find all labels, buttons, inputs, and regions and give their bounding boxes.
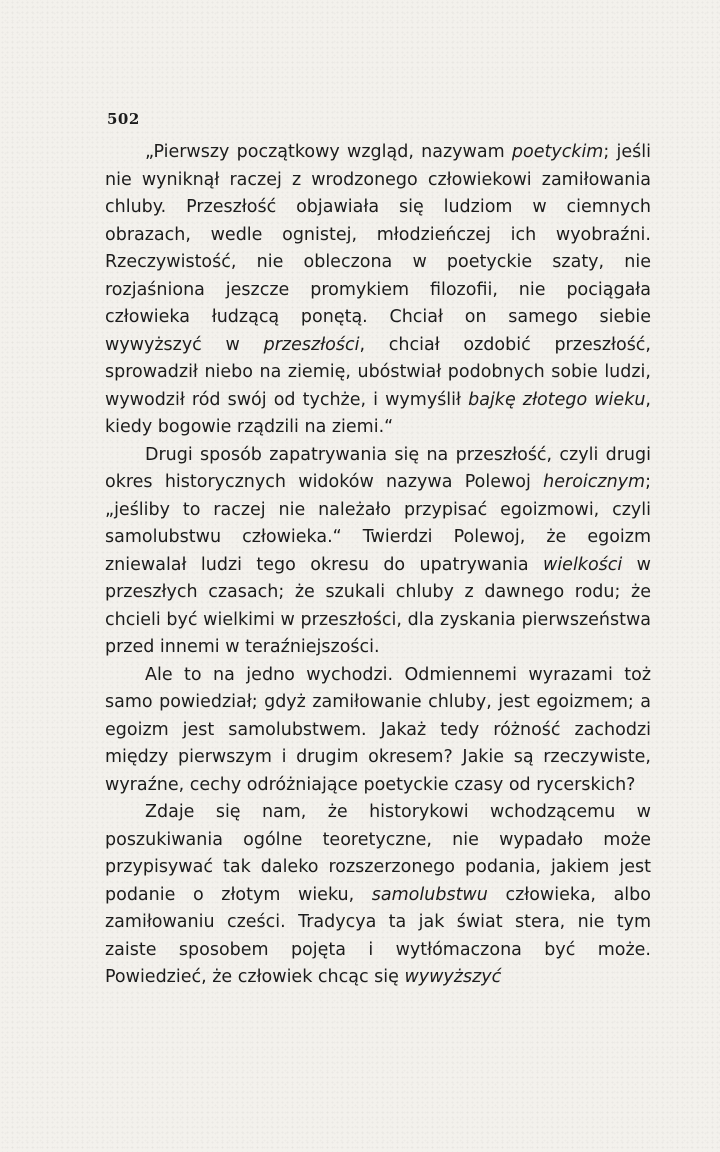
italic-term: heroicznym [543, 472, 646, 492]
text-run: w przeszłych czasach; że szukali chluby z dawnego rodu; że chcieli być wielkimi w przeszłości, dla zyskania pierwszeństwa przed innemi w teraźniejszości. [105, 554, 651, 657]
italic-term: bajkę złotego wieku [468, 389, 646, 410]
text-run: , chciał ozdobić przeszłość, sprowadził niebo na ziemię, ubóstwiał podobnych sobie ludzi, wywodził ród swój od tychże, i wymyślił [105, 334, 651, 410]
paragraph-2 [105, 442, 651, 662]
text-run: , kiedy bogowie rządzili na ziemi.“ [105, 389, 651, 437]
text-run: człowieka, albo zamiłowaniu cześci. Tradycya ta jak świat stera, nie tym zaiste sposobem pojęta i wytłómaczona być może. Powiedzieć, że człowiek chcąc się [105, 884, 651, 987]
italic-term: przeszłości [263, 334, 360, 355]
text-run: Zdaje się nam, że historykowi wchodzącemu w poszukiwania ogólne teoretyczne, nie wypadało może przypisywać tak daleko rozszerzonego podania, jakiem jest podanie o złotym wieku, [105, 802, 651, 905]
text-run: ; „jeśliby to raczej nie należało przypisać egoizmowi, czyli samolubstwu człowieka.“ Twierdzi Polewoj, że egoizm zniewalał ludzi tego okresu do upatrywania [105, 472, 651, 575]
paragraph-3 [105, 662, 651, 800]
body-text [105, 139, 651, 992]
page-number: 502 [107, 110, 140, 128]
italic-term: wywyższyć [404, 967, 502, 987]
paragraph-4 [105, 799, 651, 992]
italic-term: samolubstwu [371, 884, 488, 905]
text-run: Drugi sposób zapatrywania się na przeszłość, czyli drugi okres historycznych widoków nazywa Polewoj [105, 444, 651, 492]
text-run: Ale to na jedno wychodzi. Odmiennemi wyrazami toż samo powiedział; gdyż zamiłowanie chluby, jest egoizmem; a egoizm jest samolubstwem. Jakaż tedy różność zachodzi między pierwszym i drugim okresem? Jakie są rzeczywiste, wyraźne, cechy odróżniające poetyckie czasy od rycerskich? [105, 664, 651, 795]
italic-term: poetyckim [511, 142, 604, 162]
paragraph-1 [105, 139, 651, 442]
text-run: ; jeśli nie wyniknął raczej z wrodzonego człowiekowi zamiłowania chluby. Przeszłość objawiała się ludziom w ciemnych obrazach, wedle ognistej, młodzieńczej ich wyobraźni. Rzeczywistość, nie obleczona w poetyckie szaty, nie rozjaśniona jeszcze promykiem filozofii, nie pociągała człowieka łudzącą ponętą. Chciał on samego siebie wywyższyć w [105, 142, 651, 355]
text-run: „Pierwszy początkowy wzgląd, nazywam [145, 142, 512, 162]
italic-term: wielkości [543, 554, 623, 575]
